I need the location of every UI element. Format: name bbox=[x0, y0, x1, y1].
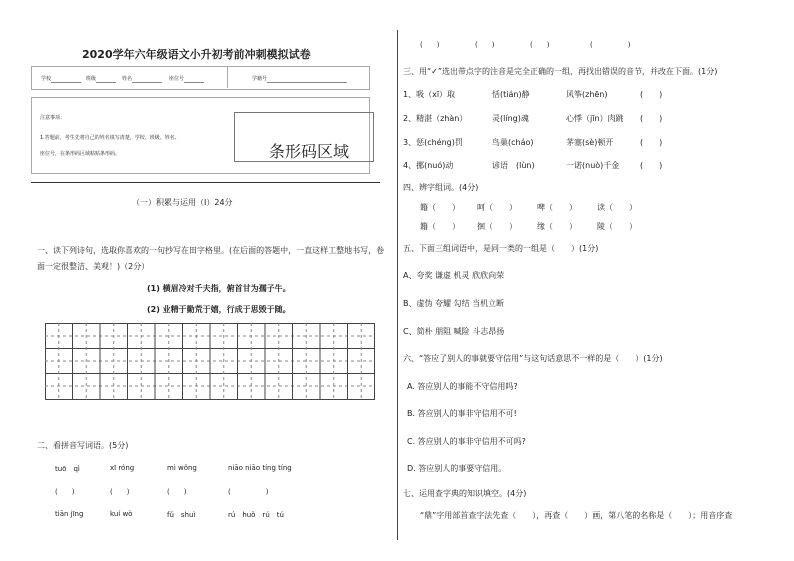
q2-pinyin-8: rú huǒ rú tú bbox=[228, 511, 284, 519]
q2-pinyin-1: tuō qì bbox=[55, 465, 80, 473]
q2-pinyin-2: xī róng bbox=[110, 464, 135, 472]
q5-option-b[interactable]: B、虚伪 夸耀 勾结 当机立断 bbox=[403, 299, 505, 308]
q3-answer-1[interactable]: ( ) bbox=[640, 90, 663, 99]
q4-title: 四、辨字组词。(4分) bbox=[403, 183, 479, 192]
q2-answer-1[interactable]: ( ) bbox=[55, 488, 75, 496]
name-label: 姓名 bbox=[122, 76, 133, 82]
q5-option-c[interactable]: C、简朴 朋阻 喊险 斗志昂扬 bbox=[403, 327, 505, 336]
right-paren-4[interactable]: ( ) bbox=[590, 41, 631, 49]
q7-line: “鼎”字用部首查字法先查（ ），再查（ ）画，第八笔的名称是（ ）；用音序查 bbox=[420, 511, 733, 520]
q3-item-4c: 一诺(nuò)千金 bbox=[566, 161, 620, 170]
student-info-box bbox=[31, 66, 370, 90]
notes-body-2: 座位号，在条形码区域粘贴条形码。 bbox=[40, 151, 121, 157]
class-label: 班级 bbox=[86, 76, 97, 82]
q2-pinyin-6: kuí wò bbox=[110, 510, 133, 518]
q2-answer-3[interactable]: ( ) bbox=[167, 488, 187, 496]
q3-item-2c: 心悸（jīn）肉跳 bbox=[566, 114, 624, 123]
q2-pinyin-7: fǔ shuì bbox=[167, 511, 196, 519]
school-blank[interactable] bbox=[51, 82, 81, 83]
q7-title: 七、运用查字典的知识填空。(4分) bbox=[403, 489, 527, 498]
seat-blank[interactable] bbox=[184, 82, 204, 83]
q4-r2-4[interactable]: 陵（ ） bbox=[597, 222, 637, 231]
q5-option-a[interactable]: A、夸奖 谦虚 机灵 欣欣向荣 bbox=[403, 271, 505, 280]
q3-item-1b: 恬(tián)静 bbox=[492, 90, 530, 99]
q3-item-2a: 2、精湛（zhàn） bbox=[403, 114, 468, 123]
q3-title: 三、用“✓”选出带点字的注音是完全正确的一组，再找出错误的音节，并改在下面。(1分) bbox=[403, 67, 718, 76]
q1-line-1: (1) 横眉冷对千夫指，俯首甘为孺子牛。 bbox=[147, 284, 291, 293]
section-divider bbox=[31, 182, 380, 183]
q3-answer-2[interactable]: ( ) bbox=[640, 114, 663, 123]
q3-answer-4[interactable]: ( ) bbox=[640, 161, 663, 170]
q3-item-4a: 4、挪(nuó)动 bbox=[403, 161, 454, 170]
barcode-label: 条形码区域 bbox=[269, 142, 350, 161]
writing-grid[interactable] bbox=[45, 323, 375, 400]
student-id-label: 学籍号 bbox=[252, 76, 268, 82]
info-divider bbox=[227, 66, 228, 88]
q4-r2-3[interactable]: 缘（ ） bbox=[537, 222, 577, 231]
q3-item-4b: 谚语 (lùn) bbox=[492, 161, 535, 170]
barcode-area bbox=[234, 112, 374, 162]
q4-r2-2[interactable]: 徊（ ） bbox=[477, 222, 517, 231]
q4-r1-1[interactable]: 籍（ ） bbox=[420, 203, 460, 212]
q2-pinyin-4: niāo niāo tíng tíng bbox=[228, 464, 292, 472]
notes-body-1: 1.答题前，考生先将自己的姓名填写清楚，学校、班级、姓名、 bbox=[40, 135, 180, 141]
q3-item-1a: 1、吸（xī）取 bbox=[403, 90, 456, 99]
student-id-blank[interactable] bbox=[267, 82, 347, 83]
q6-option-c[interactable]: C. 答应别人的事非守信用不可吗? bbox=[407, 437, 526, 446]
q6-title: 六、“答应了别人的事就要守信用”与这句话意思不一样的是（ ）(1分) bbox=[403, 354, 663, 363]
q4-r2-1[interactable]: 籍（ ） bbox=[420, 222, 460, 231]
seat-label: 座位号 bbox=[169, 76, 185, 82]
right-paren-2[interactable]: ( ) bbox=[475, 41, 495, 49]
q3-item-3a: 3、惩(chéng)罚 bbox=[403, 138, 463, 147]
q3-answer-3[interactable]: ( ) bbox=[640, 138, 663, 147]
school-label: 学校 bbox=[41, 76, 52, 82]
right-paren-3[interactable]: ( ) bbox=[530, 41, 550, 49]
notes-title: 注意事项： bbox=[40, 115, 66, 121]
q2-pinyin-5: tiān jīng bbox=[55, 510, 84, 518]
q3-item-3c: 茅塞(sè)顿开 bbox=[566, 138, 614, 147]
q2-pinyin-3: mì wǒng bbox=[167, 464, 197, 472]
q2-answer-2[interactable]: ( ) bbox=[110, 488, 130, 496]
q3-item-2b: 灵(líng)魂 bbox=[492, 114, 529, 123]
right-paren-1[interactable]: ( ) bbox=[420, 41, 440, 49]
page-title: 2020学年六年级语文小升初考前冲刺模拟试卷 bbox=[82, 48, 311, 61]
q1-line-2: (2) 业精于勤荒于嬉，行成于思毁于随。 bbox=[147, 305, 291, 314]
q6-option-d[interactable]: D. 答应别人的事要守信用。 bbox=[407, 464, 507, 473]
q3-item-3b: 鸟巢(cháo) bbox=[492, 138, 534, 147]
q3-item-1c: 风筝(zhēn) bbox=[566, 90, 608, 99]
q6-option-a[interactable]: A. 答应别人的事能不守信用吗? bbox=[407, 382, 518, 391]
q1-text-1: 一、读下列诗句，选取你喜欢的一句抄写在田字格里。(在后面的答题中，一直这样工整地书写，卷 bbox=[37, 246, 385, 255]
q4-r1-3[interactable]: 啤（ ） bbox=[537, 203, 577, 212]
q4-r1-2[interactable]: 呵（ ） bbox=[477, 203, 517, 212]
name-blank[interactable] bbox=[132, 82, 162, 83]
section-title: （一）积累与运用（Ⅰ）24分 bbox=[132, 198, 233, 207]
class-blank[interactable] bbox=[96, 82, 116, 83]
q2-answer-4[interactable]: ( ) bbox=[228, 488, 269, 496]
column-divider bbox=[397, 30, 398, 540]
q1-text-2: 面一定很整洁、美观！)（2分） bbox=[37, 262, 150, 271]
q5-title: 五、下面三组词语中，是同一类的一组是（ ）(1分) bbox=[403, 244, 599, 253]
q2-title: 二、看拼音写词语。(5分) bbox=[37, 441, 129, 450]
q4-r1-4[interactable]: 读（ ） bbox=[597, 203, 637, 212]
q6-option-b[interactable]: B. 答应别人的事非守信用不可! bbox=[407, 409, 517, 418]
